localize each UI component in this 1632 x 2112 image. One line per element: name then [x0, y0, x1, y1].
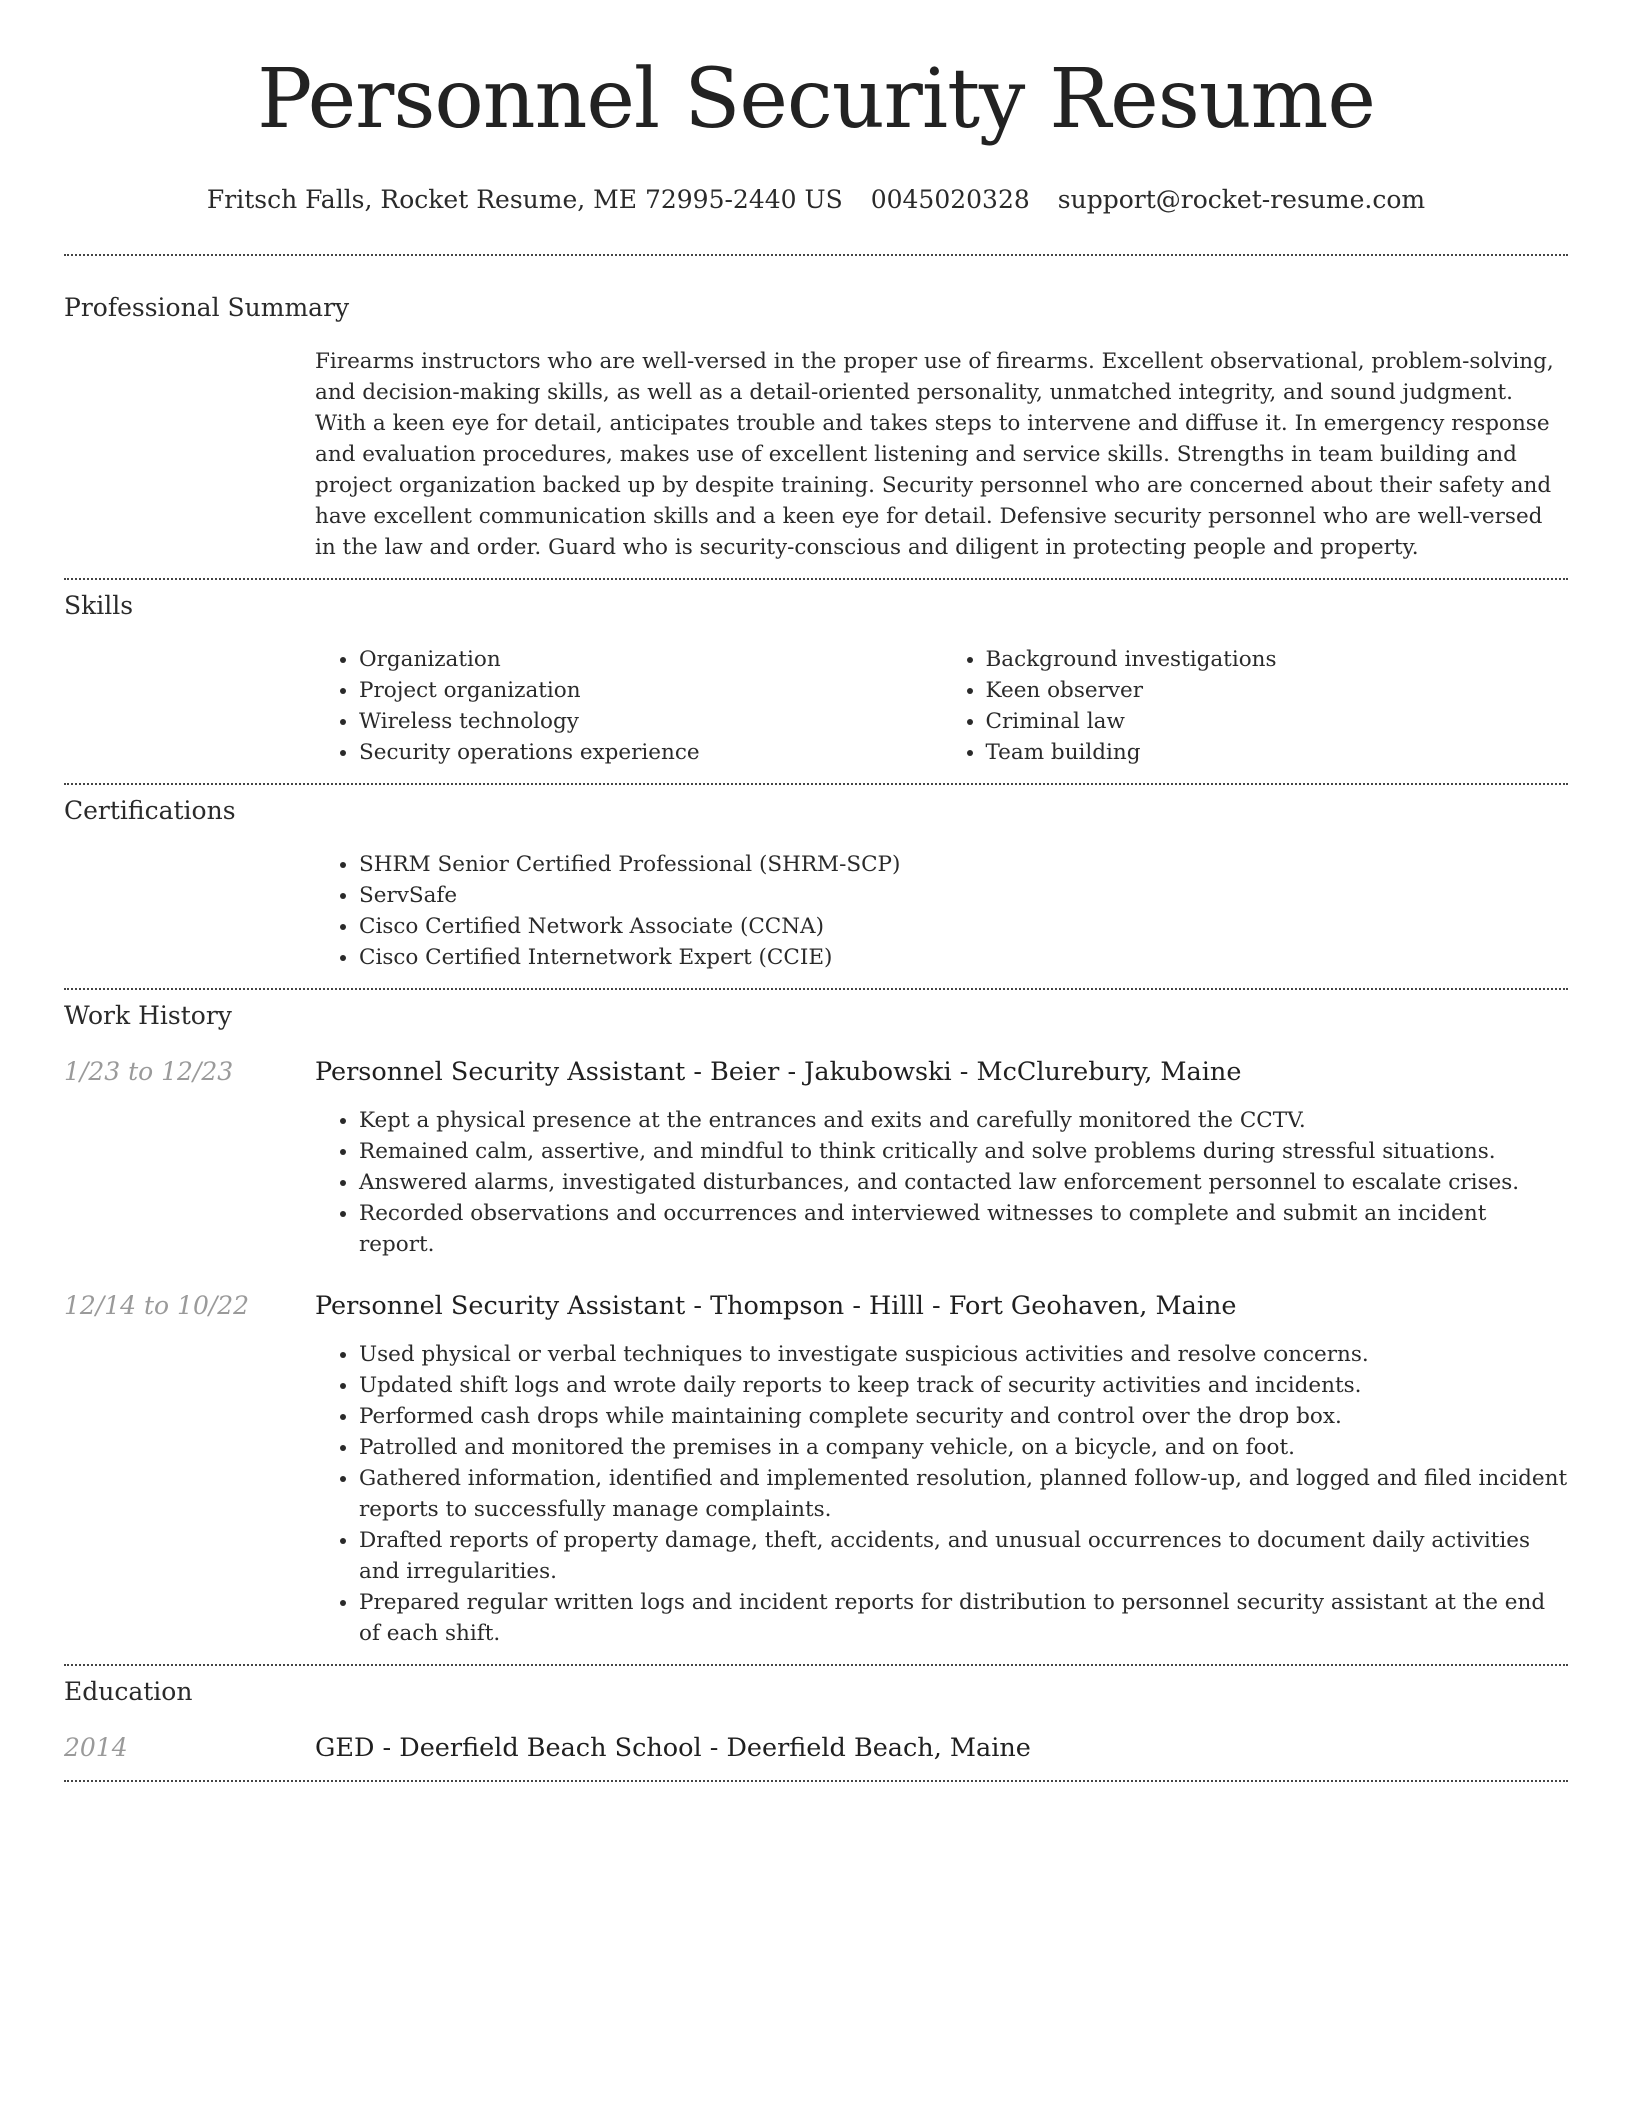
contact-phone: 0045020328 [870, 185, 1030, 214]
summary-heading: Professional Summary [64, 293, 350, 322]
job-duties [315, 1339, 1568, 1649]
skill-item: • Keen observer [986, 675, 1569, 706]
duty-item: • Remained calm, assertive, and mindful to think critically and solve problems during stressful situations. [359, 1136, 1568, 1167]
job-duties [315, 1105, 1568, 1260]
education-heading: Education [64, 1677, 193, 1706]
job-dates: 1/23 to 12/23 [64, 1057, 234, 1086]
work-history-heading: Work History [64, 1001, 232, 1030]
duty-item: • Updated shift logs and wrote daily reports to keep track of security activities and incidents. [359, 1370, 1568, 1401]
education-section [64, 1666, 1568, 1764]
skill-item: • Security operations experience [359, 737, 942, 768]
skills-heading: Skills [64, 591, 134, 620]
certifications-heading: Certifications [64, 796, 236, 825]
resume-title: Personnel Security Resume [257, 52, 1375, 147]
certifications-list [315, 849, 1568, 973]
skill-item: • Wireless technology [359, 706, 942, 737]
duty-item: • Patrolled and monitored the premises in a company vehicle, on a bicycle, and on foot. [359, 1432, 1568, 1463]
duty-item: • Used physical or verbal techniques to investigate suspicious activities and resolve concerns. [359, 1339, 1568, 1370]
education-year: 2014 [64, 1733, 128, 1762]
skill-item: • Criminal law [986, 706, 1569, 737]
work-history-section [64, 990, 1568, 1649]
skills-section [64, 580, 1568, 768]
skill-item: • Background investigations [986, 644, 1569, 675]
summary-content [315, 346, 1568, 563]
contact-line [64, 184, 1568, 216]
education-entry [64, 1732, 1568, 1764]
duty-item: • Kept a physical presence at the entrances and exits and carefully monitored the CCTV. [359, 1105, 1568, 1136]
skill-item: • Organization [359, 644, 942, 675]
skill-item: • Project organization [359, 675, 942, 706]
duty-item: • Recorded observations and occurrences and interviewed witnesses to complete and submit an incident report. [359, 1198, 1568, 1260]
duty-item: • Prepared regular written logs and incident reports for distribution to personnel security assistant at the end of each shift. [359, 1587, 1568, 1649]
education-degree: GED - Deerfield Beach School - Deerfield Beach, Maine [315, 1733, 1031, 1763]
contact-email: support@rocket-resume.com [1057, 185, 1426, 214]
skills-column-right [942, 644, 1569, 768]
certification-item: • SHRM Senior Certified Professional (SHRM-SCP) [359, 849, 1568, 880]
certifications-section [64, 785, 1568, 973]
job-entry [64, 1290, 1568, 1649]
summary-section [64, 256, 1568, 563]
certification-item: • Cisco Certified Internetwork Expert (CCIE) [359, 942, 1568, 973]
divider [64, 1780, 1568, 1782]
job-title: Personnel Security Assistant - Thompson - Hilll - Fort Geohaven, Maine [315, 1291, 1237, 1321]
job-dates: 12/14 to 10/22 [64, 1291, 250, 1320]
resume-page [64, 0, 1568, 1782]
certification-item: • ServSafe [359, 880, 1568, 911]
skills-column-left [315, 644, 942, 768]
duty-item: • Gathered information, identified and implemented resolution, planned follow-up, and logged and filed incident reports to successfully manage complaints. [359, 1463, 1568, 1525]
summary-text: Firearms instructors who are well-versed in the proper use of firearms. Excellent observational, problem-solving, and decision-making skills, as well as a detail-oriented personality, unmatched integrity, and sound judgment. With a keen eye for detail, anticipates trouble and takes steps to intervene and diffuse it. In emergency response and evaluation procedures, makes use of excellent listening and service skills. Strengths in team building and project organization backed up by despite training. Security personnel who are concerned about their safety and have excellent communication skills and a keen eye for detail. Defensive security personnel who are well-versed in the law and order. Guard who is security-conscious and diligent in protecting people and property. [315, 349, 1554, 560]
contact-address: Fritsch Falls, Rocket Resume, ME 72995-2440 US [206, 185, 843, 214]
job-header [64, 1056, 1568, 1088]
duty-item: • Drafted reports of property damage, theft, accidents, and unusual occurrences to document daily activities and irregularities. [359, 1525, 1568, 1587]
job-entry [64, 1056, 1568, 1260]
job-header [64, 1290, 1568, 1322]
skills-list [315, 644, 1568, 768]
certification-item: • Cisco Certified Network Associate (CCNA) [359, 911, 1568, 942]
job-title: Personnel Security Assistant - Beier - Jakubowski - McClurebury, Maine [315, 1057, 1242, 1087]
duty-item: • Performed cash drops while maintaining complete security and control over the drop box. [359, 1401, 1568, 1432]
skill-item: • Team building [986, 737, 1569, 768]
duty-item: • Answered alarms, investigated disturbances, and contacted law enforcement personnel to escalate crises. [359, 1167, 1568, 1198]
